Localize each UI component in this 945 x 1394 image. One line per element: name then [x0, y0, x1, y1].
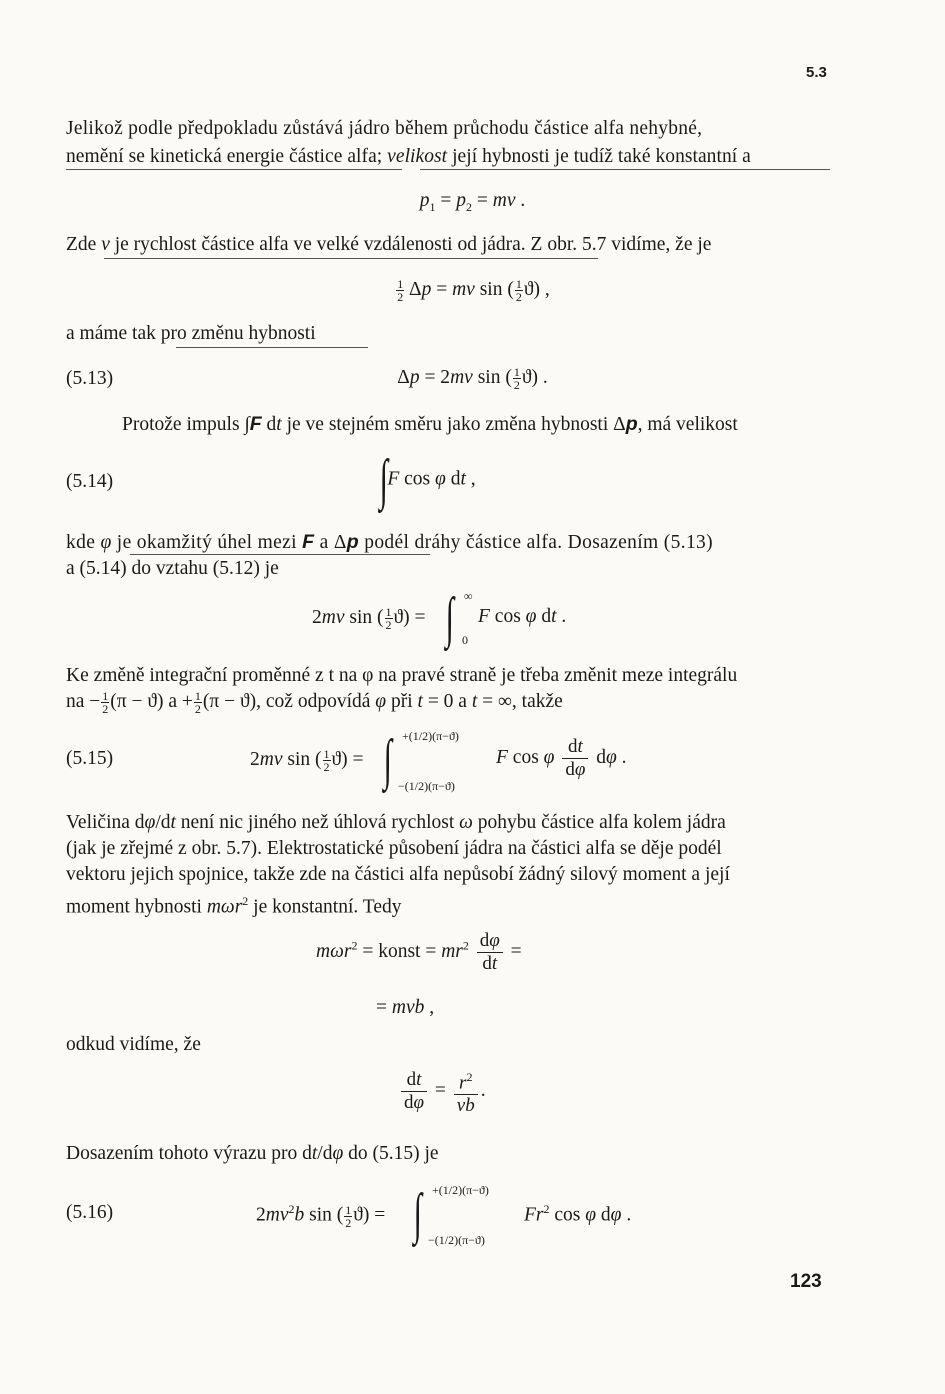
text-line: Protože impuls ∫F dt je ve stejném směru jako změna hybnosti Δp, má velikost: [122, 413, 738, 435]
limit-lower: −(1/2)(π−ϑ): [428, 1233, 485, 1247]
text-line: kde φ je okamžitý úhel mezi F a Δp podél dráhy částice alfa. Dosazením (5.13): [66, 531, 713, 553]
text-line: (jak je zřejmé z obr. 5.7). Elektrostatické působení jádra na částici alfa se děje podél: [66, 838, 722, 859]
pencil-underline: [130, 554, 430, 555]
equation-5-15: 2mv sin ( $\frac{1}{2}$ ϑ) = ∫ +(1/2)(π−ϑ) −(1/2)(π−ϑ) F cos φ $\frac{dt}{d\varphi}$ dφ .: [250, 729, 627, 793]
running-head: 5.3: [806, 64, 827, 81]
text-span: její hybnosti je tudíž také konstantní a: [447, 146, 751, 167]
equation-half-dp: $\frac{1}{2}$ Δp = mv sin ( $\frac{1}{2}$ ϑ) ,: [397, 277, 550, 304]
text-line: Zde v je rychlost částice alfa ve velké vzdálenosti od jádra. Z obr. 5.7 vidíme, že je: [66, 234, 712, 255]
equation-label: (5.14): [66, 471, 114, 492]
text-line: na − $\frac{1}{2}$ (π − ϑ) a + $\frac{1}{2}$ (π − ϑ), což odpovídá φ při t = 0 a t = ∞, takže: [66, 689, 563, 717]
equation-5-16: $2mv^2b$ sin ( $\frac{1}{2}$ ϑ) = ∫ +(1/2)(π−ϑ) −(1/2)(π−ϑ) Fr$^2$ cos φ dφ .: [256, 1183, 632, 1247]
integral-sign: ∫: [383, 729, 392, 791]
limit-upper: +(1/2)(π−ϑ): [432, 1183, 489, 1197]
equation-mvb: = mvb ,: [376, 997, 435, 1018]
text-line: odkud vidíme, že: [66, 1034, 201, 1055]
text-line: a (5.14) do vztahu (5.12) je: [66, 558, 279, 579]
text-line: a máme tak pro změnu hybnosti: [66, 323, 316, 344]
pencil-underline: [66, 169, 402, 170]
limit-upper: ∞: [464, 589, 473, 603]
text-line: Ke změně integrační proměnné z t na φ na pravé straně je třeba změnit meze integrálu: [66, 665, 738, 686]
text-line: Veličina dφ/dt není nic jiného než úhlová rychlost ω pohybu částice alfa kolem jádra: [66, 812, 726, 833]
equation-momentum: $p_1 = p_2$ = mv .: [419, 190, 526, 214]
equation-5-13: Δp = 2mv sin ( $\frac{1}{2}$ ϑ) .: [397, 365, 548, 392]
page-number: 123: [790, 1271, 822, 1292]
limit-lower: −(1/2)(π−ϑ): [398, 779, 455, 793]
pencil-underline: [104, 258, 598, 259]
integral-sign: ∫: [445, 587, 454, 649]
equation-label: (5.16): [66, 1202, 114, 1223]
text-span: nemění se kinetická energie částice alfa;: [66, 146, 388, 167]
integral-sign: ∫: [413, 1183, 422, 1245]
equation-label: (5.13): [66, 368, 114, 389]
integral-sign: ∫: [379, 449, 388, 511]
equation-dt-dphi: $\frac{dt}{d\varphi}$ = $\frac{r^2}{vb}$ .: [398, 1066, 486, 1117]
pencil-underline: [176, 347, 368, 348]
equation-konst: mωr$^2$ = konst = $mr^2$ $\frac{d\varphi}{dt}$ =: [316, 930, 522, 974]
text-line: Jelikož podle předpokladu zůstává jádro během průchodu částice alfa nehybné,: [66, 118, 703, 139]
text-line: vektoru jejich spojnice, takže zde na částici alfa nepůsobí žádný silový moment a její: [66, 864, 730, 885]
pencil-underline: [420, 169, 830, 170]
text-line: moment hybnosti mωr$^2$ je konstantní. Tedy: [66, 894, 402, 918]
limit-lower: 0: [462, 633, 468, 647]
emphasis-velikost: velikost: [387, 146, 448, 167]
text-line: Dosazením tohoto výrazu pro dt/dφ do (5.15) je: [66, 1143, 439, 1164]
equation-integral-0-inf: 2mv sin ( $\frac{1}{2}$ ϑ) = ∫ ∞ 0 F cos φ dt .: [312, 587, 567, 649]
equation-5-14: ∫F cos φ dt ,: [379, 449, 476, 511]
text-line: [66, 145, 751, 169]
equation-label: (5.15): [66, 748, 114, 769]
limit-upper: +(1/2)(π−ϑ): [402, 729, 459, 743]
